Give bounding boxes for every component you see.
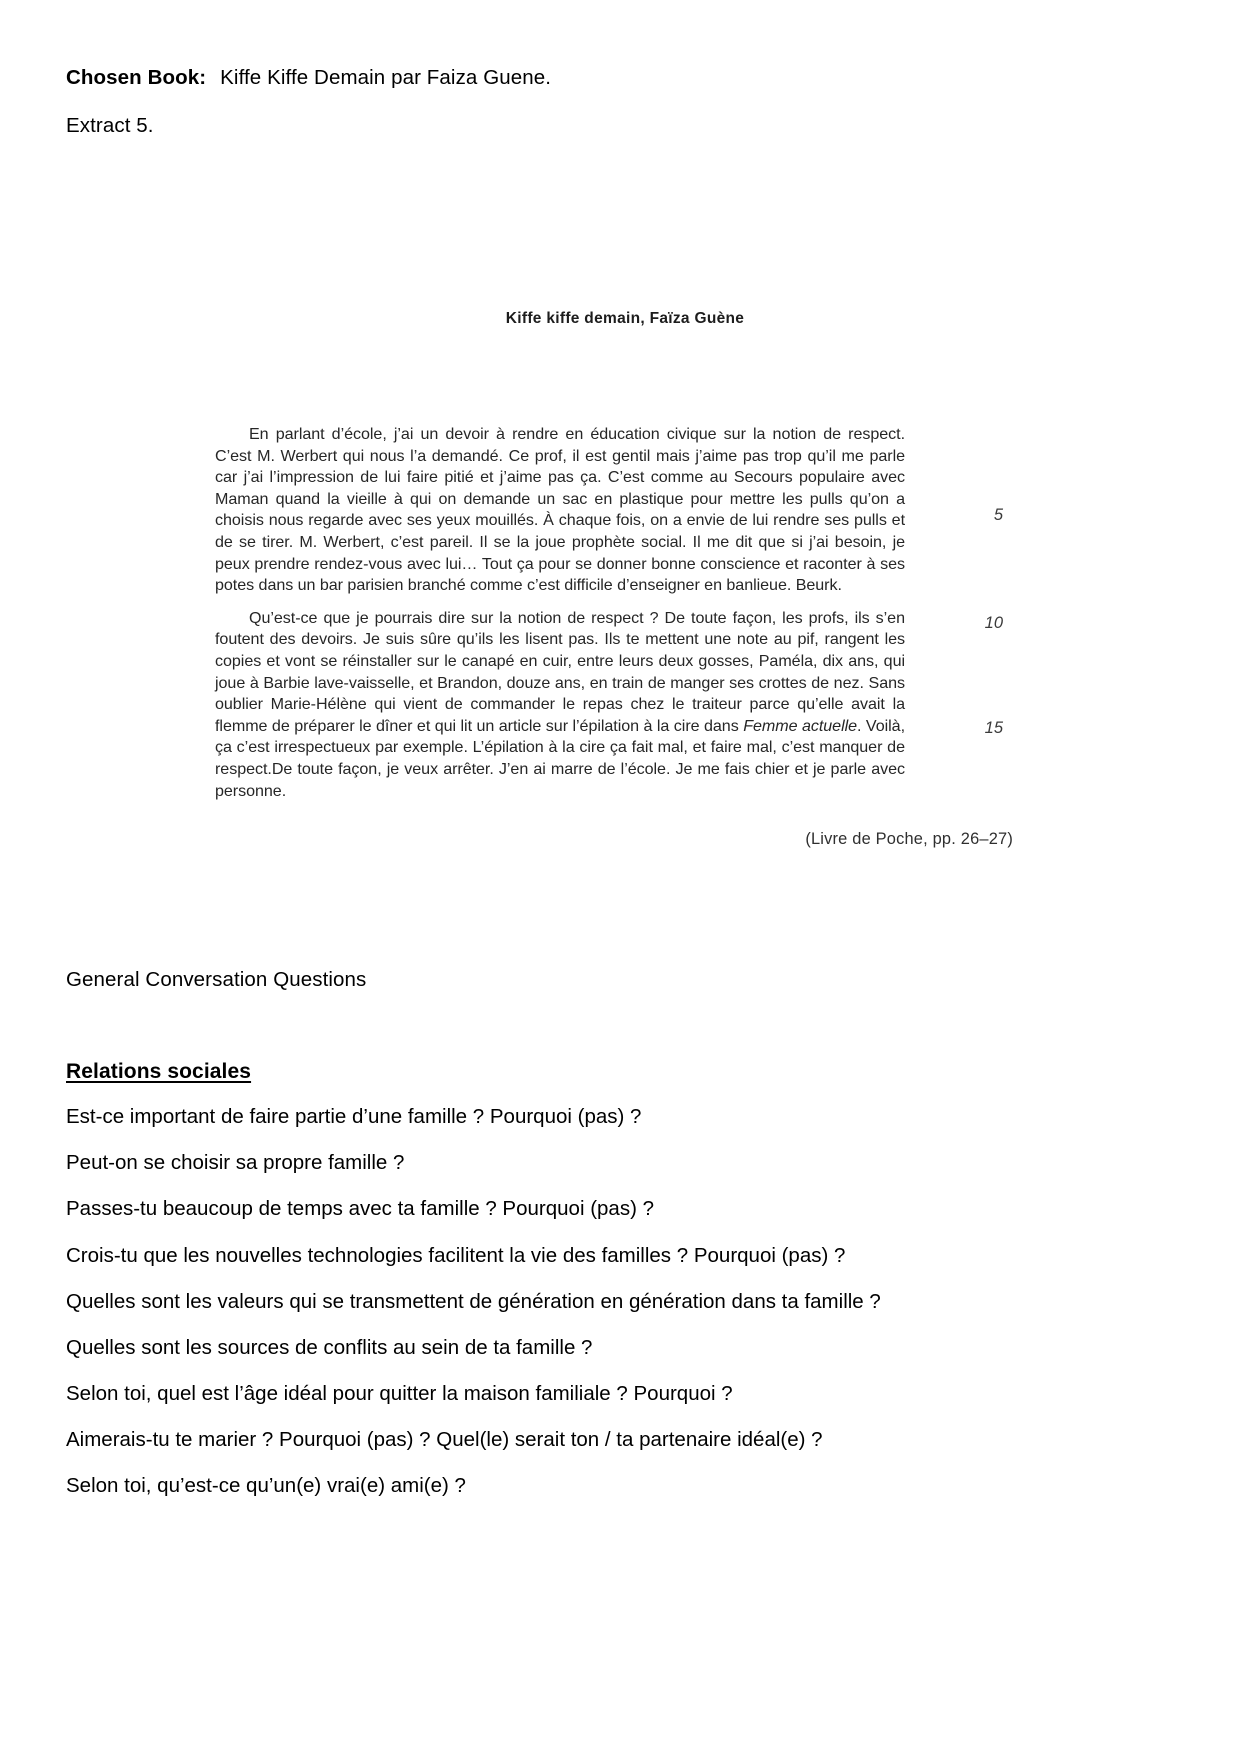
relations-sociales-subheading: Relations sociales [66, 1060, 252, 1083]
extract-paragraph-2-tail: . Voilà, ça c’est irrespectueux par exemple. L’épilation à la cire ça fait mal, et faire mal, c’est manquer de respect.De toute façon, je veux arrêter. J’en ai marre de l’école. Je me fais chier et je parle avec personne. [215, 716, 905, 800]
extract-label: Extract 5. [66, 114, 154, 137]
line-number-5: 5 [993, 506, 1003, 524]
extract-paragraph-2-text: Qu’est-ce que je pourrais dire sur la notion de respect ? De toute façon, les profs, ils s’en foutent des devoirs. Je suis sûre qu’ils les lisent pas. Ils te mettent une note au pif, rangent les copies et vont se réinstaller sur le canapé en cuir, entre leurs deux gosses, Paméla, dix ans, qui joue à Barbie lave-vaisselle, et Brandon, douze ans, en train de manger ses crottes de nez. Sans oublier Marie-Hélène qui vient de commander le repas chez le traiteur parce qu’elle avait la flemme de préparer le dîner et qui lit un article sur l’épilation à la cire dans [215, 608, 905, 735]
chosen-book-label: Chosen Book: [66, 66, 207, 89]
question-item: Peut-on se choisir sa propre famille ? [66, 1151, 405, 1174]
extract-source-citation: (Livre de Poche, pp. 26–27) [805, 830, 1013, 849]
extract-paragraph-2 [215, 608, 905, 802]
question-item: Crois-tu que les nouvelles technologies facilitent la vie des familles ? Pourquoi (pas) ? [66, 1244, 846, 1267]
extract-body [215, 424, 1025, 802]
question-item: Quelles sont les valeurs qui se transmettent de génération en génération dans ta famille ? [66, 1290, 881, 1313]
question-item: Quelles sont les sources de conflits au sein de ta famille ? [66, 1336, 593, 1359]
chosen-book-value: Kiffe Kiffe Demain par Faiza Guene. [220, 66, 552, 89]
extract-paragraph-1 [215, 424, 905, 597]
question-item: Est-ce important de faire partie d’une famille ? Pourquoi (pas) ? [66, 1105, 642, 1128]
line-number-15: 15 [984, 719, 1003, 737]
extract-paragraph-1-text: En parlant d’école, j’ai un devoir à rendre en éducation civique sur la notion de respect. C’est M. Werbert qui nous l’a demandé. Ce prof, il est gentil mais j’aime pas trop qu’il me parle car j’ai l’impression de lui faire pitié et j’aime pas ça. C’est comme au Secours populaire avec Maman quand la vieille à qui on demande un sac en plastique pour mettre les pulls qu’on a choisis nous regarde avec ses yeux mouillés. À chaque fois, on a envie de lui rendre ses pulls et de se tirer. M. Werbert, c’est pareil. Il se la joue prophète social. Il me dit que si j’ai besoin, je peux prendre rendez-vous avec lui… Tout ça pour se donner bonne conscience et raconter à ses potes dans un bar parisien branché comme c’est difficile d’enseigner en banlieue. Beurk. [215, 425, 905, 595]
question-item: Aimerais-tu te marier ? Pourquoi (pas) ? Quel(le) serait ton / ta partenaire idéal(e) ? [66, 1428, 823, 1451]
magazine-title-italic: Femme actuelle [743, 716, 858, 735]
scanned-extract [215, 300, 1025, 849]
general-conversation-heading: General Conversation Questions [66, 968, 367, 991]
line-number-10: 10 [984, 614, 1003, 632]
question-item: Selon toi, quel est l’âge idéal pour quitter la maison familiale ? Pourquoi ? [66, 1382, 733, 1405]
question-item: Selon toi, qu’est-ce qu’un(e) vrai(e) ami(e) ? [66, 1474, 466, 1497]
question-item: Passes-tu beaucoup de temps avec ta famille ? Pourquoi (pas) ? [66, 1197, 654, 1220]
chosen-book-line [66, 64, 551, 92]
extract-title: Kiffe kiffe demain, Faïza Guène [505, 310, 745, 327]
